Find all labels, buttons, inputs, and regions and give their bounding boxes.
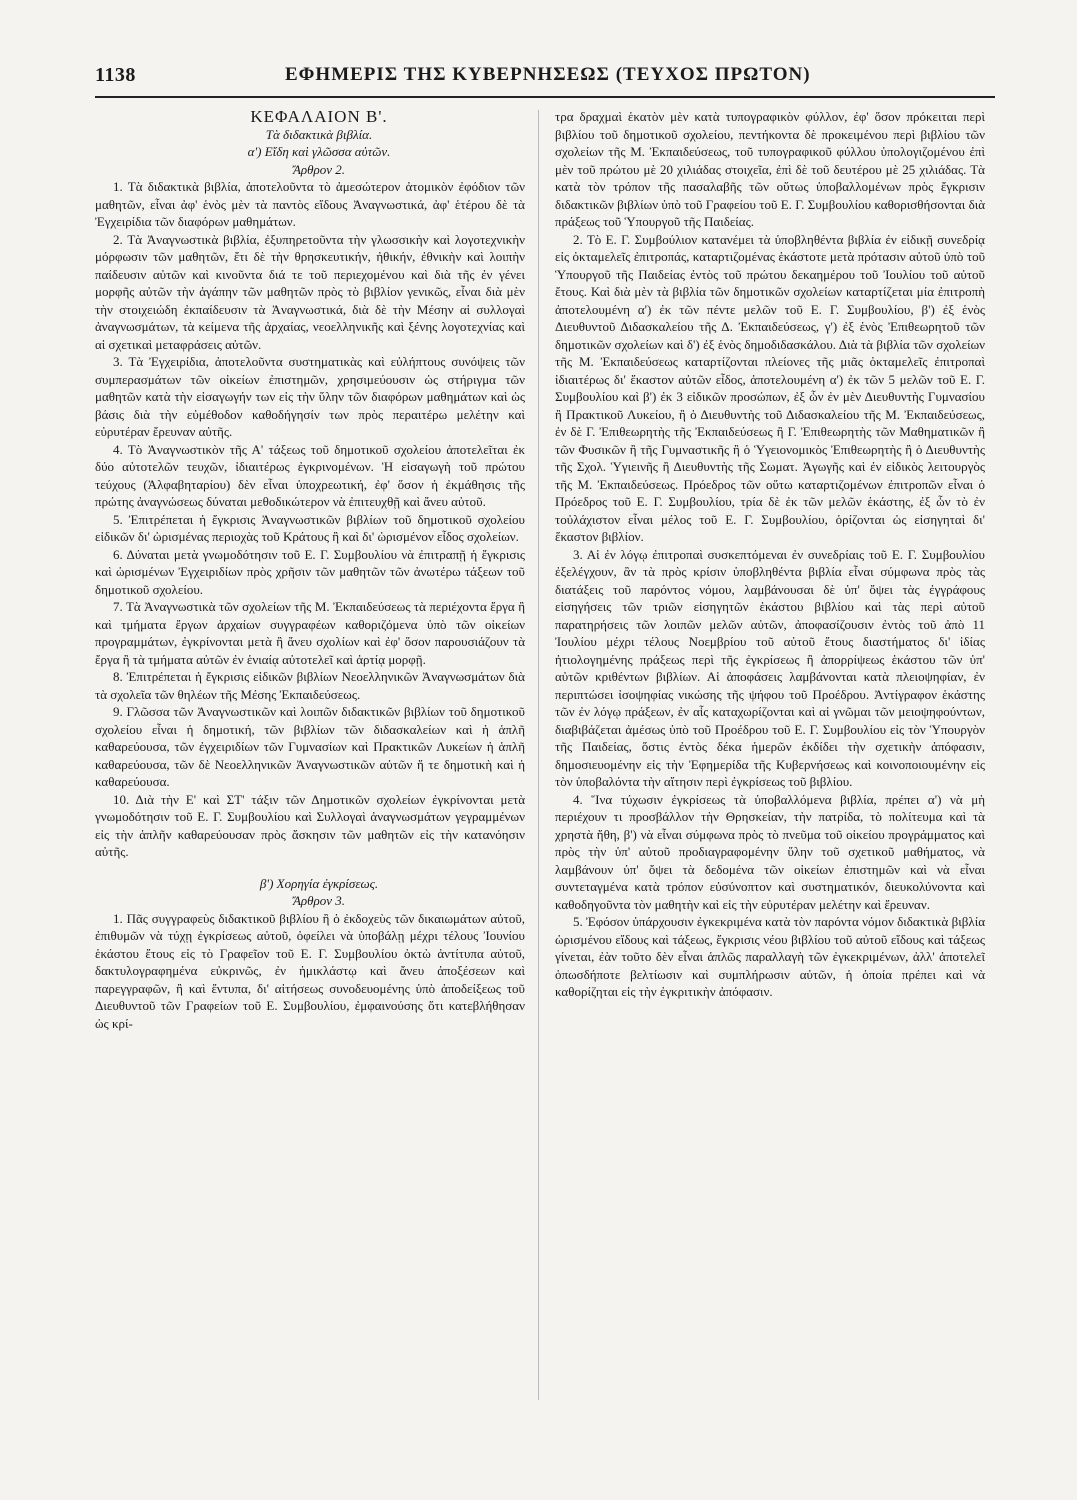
- page-header: [95, 62, 995, 94]
- section-heading-a: α') Εἴδη καὶ γλῶσσα αὐτῶν.: [247, 144, 391, 159]
- paragraph: 2. Τὸ Ε. Γ. Συμβούλιον κατανέμει τὰ ὑποβληθέντα βιβλία ἐν εἰδικῇ συνεδρίᾳ εἰς ὀκταμελεῖς ἐπιτροπάς, καταρτιζομένας ἑκάστοτε μετὰ πρότασιν αὐτοῦ ὑπὸ τοῦ Ὑπουργοῦ τῆς Παιδείας ἐντὸς τοῦ πρώτου δεκαημέρου τοῦ Ἰουλίου τοῦ αὐτοῦ ἔτους. Καὶ διὰ μὲν τὰ βιβλία τῶν δημοτικῶν σχολείων καταρτίζεται μία ἐπιτροπὴ ἀποτελουμένη α') ἐκ τῶν πέντε μελῶν τοῦ Ε. Γ. Συμβουλίου, β') ἐξ ἑνὸς Διευθυντοῦ Διδασκαλείου τῆς Δ. Ἐκπαιδεύσεως, γ') ἐξ ἑνὸς Ἐπιθεωρητοῦ τῶν δημοτικῶν σχολείων καὶ δ') ἐξ ἑνὸς δημοδιδασκάλου. Διὰ τὰ βιβλία τῶν σχολείων τῆς Μ. Ἐκπαιδεύσεως καταρτίζονται πλείονες τῆς μιᾶς ὀκταμελεῖς ἐπιτροπαὶ ἰδιαιτέρως δι' ἕκαστον αὐτῶν εἶδος, ἀποτελουμένη α') ἐκ τῶν 5 μελῶν τοῦ Ε. Γ. Συμβουλίου καὶ β') ἐκ 3 εἰδικῶν προσώπων, ἐξ ὧν ἐν μὲν Διευθυντὴς Γυμνασίου ἢ Πρακτικοῦ Λυκείου, ἢ ὁ Διευθυντὴς τοῦ Διδασκαλείου τῆς Μ. Ἐκπαιδεύσεως, ἐν δὲ Γ. Ἐπιθεωρητὴς τῆς Ἐκπαιδεύσεως ἢ Γ. Ἐπιθεωρητὴς τῶν Μαθηματικῶν ἢ τῶν Φυσικῶν ἢ τῆς Γυμναστικῆς ἢ ὁ Ὑγειονομικὸς Ἐπιθεωρητὴς ἢ ὁ Διευθυντὴς τῆς Σχολ. Ὑγιεινῆς ἢ Διευθυντὴς τῆς Σωματ. Ἀγωγῆς καὶ ἐν εἰδικὸς λειτουργὸς τῆς Μ. Ἐκπαιδεύσεως. Πρόεδρος τῶν οὕτω καταρτιζομένων ἐπιτροπῶν εἶναι ὁ Πρόεδρος τοῦ Ε. Γ. Συμβουλίου, τρία δὲ ἐκ τῶν μελῶν ἑκάστης, ἐξ ὧν τὸ ἐν τοὐλάχιστον εἶναι μέλος τοῦ Ε. Γ. Συμβουλίου, ὁρίζονται ὡς εἰσηγηταὶ δι' ἕκαστον βιβλίον.: [555, 231, 985, 544]
- paragraph: 9. Γλῶσσα τῶν Ἀναγνωστικῶν καὶ λοιπῶν διδακτικῶν βιβλίων τοῦ δημοτικοῦ σχολείου εἶναι ἡ δημοτική, τῶν βιβλίων τῶν διδασκαλείων καὶ ἡ ἁπλῆ καθαρεύουσα, τῶν ἐγχειριδίων τῶν Γυμνασίων καὶ Πρακτικῶν Λυκείων ἡ ἁπλῆ καθαρεύουσα, τῶν δὲ Νεοελληνικῶν Ἀναγνωστικῶν αὐτῶν ἥ τε δημοτικὴ καὶ ἡ καθαρεύουσα.: [95, 704, 525, 789]
- paragraph: 10. Διὰ τὴν Ε' καὶ ΣΤ' τάξιν τῶν Δημοτικῶν σχολείων ἐγκρίνονται μετὰ γνωμοδότησιν τοῦ Ε. Γ. Συμβουλίου καὶ Συλλογαὶ ἀναγνωσμάτων γεγραμμένων εἰς τὴν ἁπλῆν καθαρεύουσαν πρὸς ἄσκησιν τῶν μαθητῶν εἰς τὴν κατανόησιν αὐτῆς.: [95, 791, 525, 859]
- paragraph: 6. Δύναται μετὰ γνωμοδότησιν τοῦ Ε. Γ. Συμβουλίου νὰ ἐπιτραπῇ ἡ ἔγκρισις καὶ ὡρισμένων Ἐγχειριδίων πρὸς χρῆσιν τῶν μαθητῶν τῶν ἀνωτέρω τάξεων τοῦ δημοτικοῦ σχολείου.: [95, 546, 525, 597]
- paragraph: 4. Τὸ Ἀναγνωστικὸν τῆς Α' τάξεως τοῦ δημοτικοῦ σχολείου ἀποτελεῖται ἐκ δύο αὐτοτελῶν τευχῶν, ἰδιαιτέρως ἐγκρινομένων. Ἡ εἰσαγωγὴ τοῦ πρώτου τεύχους (Ἀλφαβηταρίου) δὲν εἶναι ὑποχρεωτική, ἐφ' ὅσον ἡ ἐκμάθησις τῆς πρώτης ἀναγνώσεως δύναται μεθοδικώτερον νὰ ἐπιτευχθῇ καὶ ἄνευ αὐτοῦ.: [95, 441, 525, 509]
- page-number: 1138: [95, 64, 136, 86]
- paragraph: 3. Τὰ Ἐγχειρίδια, ἀποτελοῦντα συστηματικὰς καὶ εὐλήπτους συνόψεις τῶν συμπερασμάτων τῶν οἰκείων ἐπιστημῶν, χρησιμεύουσιν ὡς στήριγμα τῶν μαθητῶν κατὰ τὴν εἰσαγωγήν των εἰς τὴν ὕλην τῶν διαφόρων μαθημάτων καὶ ὡς βάσις διὰ τὴν εὐμέθοδον καθοδήγησίν των πρὸς περαιτέρω μελέτην καὶ εὐρυτέραν ἔρευναν αὐτῆς.: [95, 354, 525, 439]
- paragraph: 1. Πᾶς συγγραφεὺς διδακτικοῦ βιβλίου ἢ ὁ ἐκδοχεὺς τῶν δικαιωμάτων αὐτοῦ, ἐπιθυμῶν νὰ τύχῃ ἐγκρίσεως αὐτοῦ, ὀφείλει νὰ ὑποβάλῃ μέχρι τέλους Ἰουνίου ἑκάστου ἔτους εἰς τὸ Γραφεῖον τοῦ Ε. Γ. Συμβουλίου ὀκτὼ ἀντίτυπα αὐτοῦ, δακτυλογραφημένα εὐκρινῶς, ἐν ἡμικλάστῳ καὶ ἄνευ ἀποξέσεων καὶ παρεγγραφῶν, ἢ καὶ ἔντυπα, δι' αἰτήσεως συνοδευομένης ὑπὸ ἀποδείξεως τοῦ Διευθυντοῦ τῶν Γραφείων τοῦ Ε. Συμβουλίου, ἐμφαινούσης ὅτι κατεβλήθησαν ὡς κρί-: [95, 910, 525, 1031]
- section-heading-b: β') Χορηγία ἐγκρίσεως.: [259, 875, 379, 891]
- article-2-heading: Ἄρθρον 2.: [292, 161, 346, 177]
- paragraph: 7. Τὰ Ἀναγνωστικὰ τῶν σχολείων τῆς Μ. Ἐκπαιδεύσεως τὰ περιέχοντα ἔργα ἢ καὶ τμήματα ἔργων ἀρχαίων συγγραφέων καθοριζόμενα ὑπὸ τῶν οἰκείων προγραμμάτων, ἐγκρίνονται μετὰ ἢ ἄνευ σχολίων καὶ ἐφ' ὅσον παρουσιάζουν τὰ ἔργα ἢ τὰ τμήματα αὐτῶν ἐν ἑνιαίᾳ αὐτοτελεῖ καὶ ἀρτίᾳ μορφῇ.: [95, 599, 525, 667]
- paragraph: 5. Ἐφόσον ὑπάρχουσιν ἐγκεκριμένα κατὰ τὸν παρόντα νόμον διδακτικὰ βιβλία ὡρισμένου εἴδους καὶ τάξεως, ἔγκρισις νέου βιβλίου τοῦ αὐτοῦ εἴδους καὶ τάξεως γίνεται, ἐὰν τοῦτο δὲν εἶναι ἁπλῶς παραλλαγὴ τῶν ἐγκεκριμένων, ἀλλ' ἀποτελεῖ ὁπωσδήποτε βελτίωσιν καὶ συμπλήρωσιν αὐτῶν, ἡ ὁποία πρέπει καὶ νὰ καθορίζηται εἰς τὴν ἐγκριτικὴν ἀπόφασιν.: [555, 914, 985, 999]
- column-divider: [538, 110, 539, 1400]
- chapter-subtitle: Τὰ διδακτικὰ βιβλία.: [265, 126, 373, 142]
- paragraph-continuation: τρα δραχμαὶ ἑκατὸν μὲν κατὰ τυπογραφικὸν φύλλον, ἐφ' ὅσον πρόκειται περὶ βιβλίου τοῦ δημοτικοῦ σχολείου, πεντήκοντα δὲ προκειμένου περὶ βιβλίου τῶν σχολείων τῆς Μ. Ἐκπαιδεύσεως, τοῦ τυπογραφικοῦ φύλλου ὑπολογιζομένου ἐπὶ μὲν τοῦ πρώτου μὲ 20 χιλιάδας στοιχεῖα, ἐπὶ δὲ τοῦ δευτέρου μὲ 25 χιλιάδας. Τὰ κατὰ τὸν τρόπον τῆς πασαλαβῆς τῶν οὕτως ὑποβαλλομένων πρὸς ἔγκρισιν διδακτικῶν βιβλίων ὑπὸ τοῦ Γραφείου τοῦ Ε. Γ. Συμβουλίου καθορισθήσονται διὰ πράξεως τοῦ Ὑπουργοῦ τῆς Παιδείας.: [555, 109, 985, 229]
- paragraph: 1. Τὰ διδακτικὰ βιβλία, ἀποτελοῦντα τὸ ἀμεσώτερον ἀτομικὸν ἐφόδιον τῶν μαθητῶν, εἶναι ἀφ' ἑνὸς μὲν τὰ παντὸς εἴδους Ἀναγνωστικά, ἀφ' ἑτέρου δὲ τὰ Ἐγχειρίδια τῶν διαφόρων μαθημάτων.: [95, 179, 525, 229]
- header-rule: [95, 96, 995, 98]
- chapter-title: ΚΕΦΑΛΑΙΟΝ Β'.: [250, 108, 388, 126]
- paragraph: 3. Αἱ ἐν λόγῳ ἐπιτροπαὶ συσκεπτόμεναι ἐν συνεδρίαις τοῦ Ε. Γ. Συμβουλίου ἐξελέγχουν, ἂν τὰ πρὸς κρίσιν ὑποβληθέντα βιβλία εἶναι σύμφωνα πρὸς τὰς διατάξεις τοῦ παρόντος νόμου, λαμβάνουσαι δὲ ὑπ' ὄψει τὰς ἐγγράφους εἰσηγήσεις τῶν τριῶν εἰσηγητῶν ἑκάστου βιβλίου καὶ τὰς περὶ αὐτοῦ παρατηρήσεις τῶν λοιπῶν μελῶν αὐτῶν, ἀποφασίζουσιν ἐντὸς τοῦ ἀπὸ 11 Ἰουλίου μέχρι τέλους Νοεμβρίου τοῦ αὐτοῦ ἔτους διαστήματος δι' ἰδίας ἠτιολογημένης πράξεως περὶ τῆς ἐγκρίσεως ἢ ἀπορρίψεως ἑκάστου τῶν ὑπ' αὐτῶν κριθέντων βιβλίων. Αἱ ἀποφάσεις λαμβάνονται κατὰ πλειοψηφίαν, ἐν περιπτώσει ἰσοψηφίας νικώσης τῆς ψήφου τοῦ Προέδρου. Ἀντίγραφον ἑκάστης τῶν ἐν λόγῳ πράξεων, ἐν αἷς καταχωρίζονται καὶ αἱ γνῶμαι τῶν μειοψηφούντων, διαβιβάζεται ἀμέσως ὑπὸ τοῦ Προέδρου τοῦ Ε. Γ. Συμβουλίου εἰς τὸν Ὑπουργὸν τῆς Παιδείας, ὅστις ἐντὸς δέκα ἡμερῶν ἐκδίδει τὴν σχετικὴν ἀπόφασιν, δημοσιευομένην εἰς τὴν Ἐφημερίδα τῆς Κυβερνήσεως καὶ κοινοποιουμένην εἰς τὸν ὑποβαλόντα τὴν αἴτησιν περὶ ἐγκρίσεως τοῦ βιβλίου.: [555, 546, 985, 789]
- paragraph: 5. Ἐπιτρέπεται ἡ ἔγκρισις Ἀναγνωστικῶν βιβλίων τοῦ δημοτικοῦ σχολείου εἰδικῶν δι' ὡρισμένας περιοχὰς τοῦ Κράτους ἢ καὶ δι' ὡρισμένον εἶδος σχολείων.: [95, 511, 525, 544]
- spacer: [95, 861, 525, 875]
- right-column: [555, 108, 985, 1408]
- article-3-heading: Ἄρθρον 3.: [292, 893, 346, 908]
- paragraph: 4. Ἵνα τύχωσιν ἐγκρίσεως τὰ ὑποβαλλόμενα βιβλία, πρέπει α') νὰ μὴ περιέχουν τι προσβάλλον τὴν Θρησκείαν, τὴν πατρίδα, τὸ πολίτευμα καὶ τὰ χρηστὰ ἤθη, β') νὰ εἶναι σύμφωνα πρὸς τὸ πνεῦμα τοῦ οἰκείου προγράμματος καὶ πρὸς τὴν ὑπ' αὐτοῦ προδιαγραφομένην ὕλην τοῦ σχετικοῦ μαθήματος, νὰ λαμβάνουν ὑπ' ὄψει τὰ δεδομένα τῶν οἰκείων ἐπιστημῶν καὶ νὰ εἶναι συντεταγμένα κατὰ τρόπον εὐσύνοπτον καὶ συστηματικόν, διευκολύνοντα καὶ καθοδηγοῦντα τὸν μαθητὴν καὶ εἰς τὴν εὐρυτέραν μελέτην καὶ ἔρευναν.: [555, 791, 985, 912]
- paragraph: 2. Τὰ Ἀναγνωστικὰ βιβλία, ἐξυπηρετοῦντα τὴν γλωσσικὴν καὶ λογοτεχνικὴν μόρφωσιν τῶν μαθητῶν, ἔτι δὲ τὴν θρησκευτικήν, ἠθικήν, ἐθνικὴν καὶ λοιπὴν παίδευσιν αὐτῶν καὶ κινοῦντα διά τε τοῦ περιεχομένου καὶ διὰ τῆς ἐν γένει μορφῆς αὐτῶν τὴν ἀγάπην τῶν μαθητῶν πρὸς τὸ βιβλίον γενικῶς, εἶναι διὰ μὲν τὴν στοιχειώδη ἐκπαίδευσιν τὰ Ἀναγνωστικά, διὰ δὲ τὴν Μέσην αἱ συλλογαὶ ἀναγνωσμάτων, τὰ κείμενα τῆς ἀρχαίας, νεοελληνικῆς καὶ ξένης λογοτεχνίας καὶ αἱ σχετικαὶ μεταφράσεις αὐτῶν.: [95, 231, 525, 352]
- left-column: [95, 108, 525, 1408]
- running-title: ΕΦΗΜΕΡΙΣ ΤΗΣ ΚΥΒΕΡΝΗΣΕΩΣ (ΤΕΥΧΟΣ ΠΡΩΤΟΝ): [285, 64, 811, 85]
- paragraph: 8. Ἐπιτρέπεται ἡ ἔγκρισις εἰδικῶν βιβλίων Νεοελληνικῶν Ἀναγνωσμάτων διὰ τὰ σχολεῖα τῶν θηλέων τῆς Μέσης Ἐκπαιδεύσεως.: [95, 669, 525, 702]
